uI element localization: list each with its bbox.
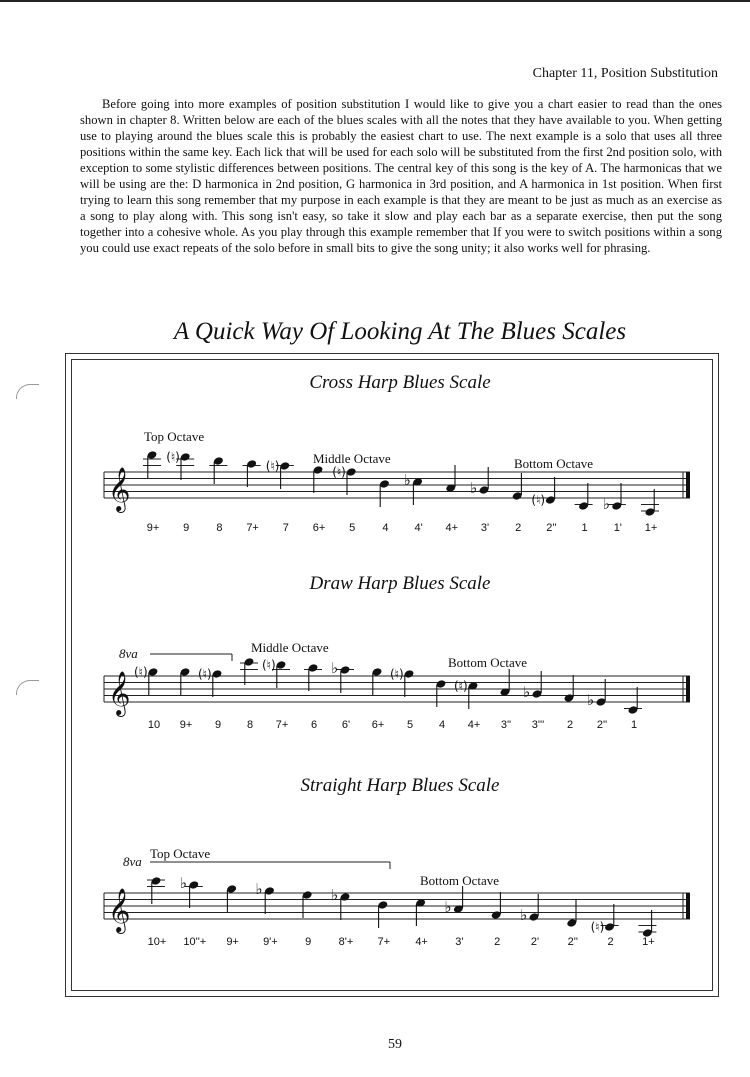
hole-label: 4 [438, 719, 446, 731]
hole-label: 10''+ [183, 936, 207, 948]
ottava-mark: 8va [119, 646, 138, 661]
natural-sign-icon: (♮) [390, 667, 404, 681]
hole-label: 4' [414, 522, 423, 534]
flat-sign-icon: ♭ [331, 659, 339, 677]
flat-sign-icon: ♭ [587, 691, 595, 709]
hole-label: 2 [494, 936, 501, 948]
hole-label: 6+ [312, 522, 326, 534]
hole-label: 9 [183, 522, 190, 534]
natural-sign-icon: (♮) [134, 665, 148, 679]
flat-sign-icon: ♭ [179, 874, 187, 892]
natural-sign-icon: (♮) [198, 667, 212, 681]
chapter-header: Chapter 11, Position Substitution [532, 66, 718, 81]
hole-label: 2 [566, 719, 574, 731]
flat-sign-icon: ♭ [403, 471, 411, 489]
cross-harp-title: Cross Harp Blues Scale [309, 372, 491, 393]
hole-label: 7 [282, 522, 289, 534]
octave-section-label: Middle Octave [251, 640, 329, 655]
hole-label: 9+ [146, 522, 160, 534]
hole-label: 7+ [246, 522, 259, 534]
flat-sign-icon: ♭ [331, 886, 339, 904]
hole-label: 2 [607, 936, 614, 948]
hole-label: 8'+ [338, 936, 354, 948]
natural-sign-icon: (♮) [454, 679, 468, 693]
treble-clef-icon: 𝄞 [108, 888, 131, 932]
flat-sign-icon: ♭ [444, 898, 452, 916]
chart-title: A Quick Way Of Looking At The Blues Scales [173, 318, 627, 345]
hole-label: 7+ [377, 936, 391, 948]
hole-label: 10+ [147, 936, 167, 948]
flat-sign-icon: ♭ [470, 479, 478, 497]
natural-sign-icon: (♮) [332, 465, 346, 479]
hole-label: 2'' [567, 936, 578, 948]
flat-sign-icon: ♭ [602, 495, 610, 513]
hole-label: 2' [530, 936, 540, 948]
hole-label: 4+ [415, 936, 428, 948]
hole-label: 2'' [596, 719, 608, 731]
hole-label: 3' [455, 936, 464, 948]
flat-sign-icon: ♭ [255, 880, 263, 898]
hole-label: 9+ [226, 936, 239, 948]
octave-section-label: Top Octave [150, 846, 211, 861]
hole-label: 9+ [179, 719, 193, 731]
hole-label: 2'' [546, 522, 557, 534]
treble-clef-icon: 𝄞 [108, 671, 131, 715]
page-number: 59 [388, 1037, 402, 1052]
hole-label: 8 [216, 522, 223, 534]
natural-sign-icon: (♮) [590, 920, 605, 934]
hole-label: 5 [349, 522, 356, 534]
hole-label: 4+ [445, 522, 459, 534]
hole-label: 1+ [642, 936, 655, 948]
octave-section-label: Bottom Octave [514, 456, 594, 471]
hole-label: 4+ [467, 719, 481, 731]
final-thick-bar [686, 893, 690, 919]
hole-label: 6 [310, 719, 318, 731]
hole-label: 5 [406, 719, 414, 731]
straight-harp-staff [104, 846, 690, 948]
hole-label: 3' [480, 522, 490, 534]
hole-label: 7+ [275, 719, 289, 731]
ottava-mark: 8va [123, 854, 142, 869]
cross-harp-staff [104, 429, 690, 534]
treble-clef-icon: 𝄞 [108, 467, 131, 511]
hole-label: 3''' [531, 719, 545, 731]
natural-sign-icon: (♮) [265, 459, 280, 473]
natural-sign-icon: (♮) [262, 658, 276, 672]
hole-label: 9 [214, 719, 222, 731]
octave-section-label: Bottom Octave [420, 873, 500, 888]
hole-label: 1+ [644, 522, 658, 534]
hole-label: 10 [147, 719, 161, 731]
draw-harp-staff [104, 640, 690, 731]
final-thick-bar [686, 472, 690, 498]
octave-section-label: Top Octave [144, 429, 205, 444]
draw-harp-title: Draw Harp Blues Scale [309, 573, 491, 594]
hole-label: 1' [613, 522, 622, 534]
natural-sign-icon: (♮) [531, 493, 546, 507]
straight-harp-title: Straight Harp Blues Scale [300, 775, 500, 796]
hole-label: 8 [246, 719, 254, 731]
hole-label: 3'' [500, 719, 512, 731]
hole-label: 1 [581, 522, 588, 534]
hole-label: 6' [341, 719, 351, 731]
hole-label: 9 [305, 936, 312, 948]
intro-paragraph: Before going into more examples of position substitution I would like to give you a chart easier to read than the ones shown in chapter 8. Written below are each of the blues scales with all the notes that they have available to you. When getting use to playing around the blues scale this is probably the easiest chart to use. The next example is a solo that uses all three positions within the same key. Each lick that will be used for each solo will be substituted from the first 2nd position solo, with exception to some stylistic differences between positions. The central key of this song is the key of A. The harmonicas that we will be using are the: D harmonica in 2nd position, G harmonica in 3rd position, and A harmonica in 1st position. When first trying to learn this song remember that my purpose in each example is that they are meant to be just as much as an exercise as a song to play along with. This song isn't easy, so take it slow and play each bar as a separate exercise, then put the song together into a cohesive whole. As you play through this example remember that If you were to switch positions within a song you could use exact repeats of the solo before in small bits to give the song unity; it also works well for phrasing. [80, 97, 722, 255]
hole-label: 2 [515, 522, 522, 534]
flat-sign-icon: ♭ [520, 906, 528, 924]
hole-label: 9'+ [263, 936, 278, 948]
octave-section-label: Middle Octave [313, 451, 391, 466]
hole-label: 6+ [371, 719, 385, 731]
hole-label: 1 [630, 719, 638, 731]
final-thick-bar [686, 676, 690, 702]
hole-label: 4 [382, 522, 389, 534]
octave-section-label: Bottom Octave [448, 655, 528, 670]
natural-sign-icon: (♮) [166, 450, 180, 464]
flat-sign-icon: ♭ [523, 683, 531, 701]
